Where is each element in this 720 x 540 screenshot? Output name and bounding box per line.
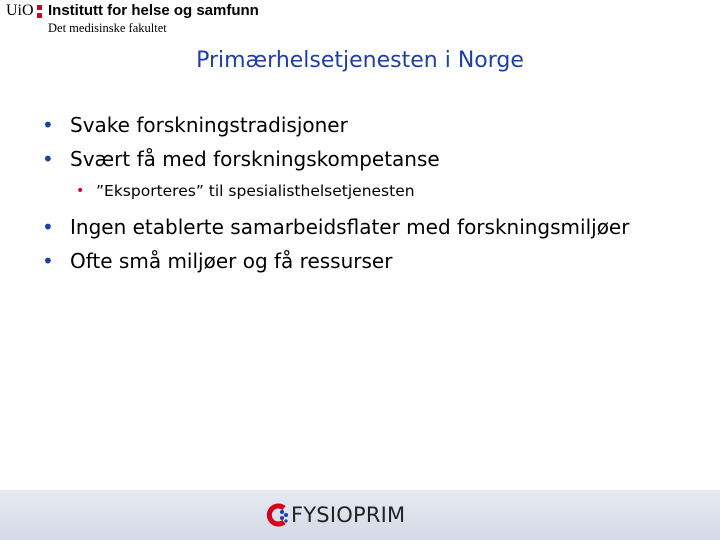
faculty-name: Det medisinske fakultet <box>48 21 167 35</box>
bullet-item <box>42 146 662 172</box>
slide-title: Primærhelsetjenesten i Norge <box>196 48 524 73</box>
bullet-marker: • <box>42 215 54 239</box>
bullet-marker: • <box>42 113 54 137</box>
bullet-item <box>42 248 662 274</box>
sub-bullet-item <box>76 180 662 202</box>
institute-name: Institutt for helse og samfunn <box>48 2 259 19</box>
bullet-text: Ofte små miljøer og få ressurser <box>70 249 393 273</box>
bullet-list <box>42 112 662 282</box>
bullet-text: Ingen etablerte samarbeidsflater med forskningsmiljøer <box>70 215 630 239</box>
fysioprim-logo <box>264 500 405 530</box>
institute-logo <box>6 2 296 38</box>
bullet-item <box>42 214 662 240</box>
fysioprim-logo-text: FYSIOPRIM <box>291 503 406 527</box>
bullet-marker: • <box>42 147 54 171</box>
bullet-marker: • <box>42 249 54 273</box>
sub-bullet-marker: • <box>76 183 85 199</box>
bullet-text: Svake forskningstradisjoner <box>70 113 348 137</box>
bullet-item <box>42 112 662 138</box>
fysioprim-logo-icon <box>264 502 290 528</box>
uio-colon-icon <box>37 5 42 19</box>
uio-mark: UiO <box>6 2 34 19</box>
bullet-text: Svært få med forskningskompetanse <box>70 147 440 171</box>
sub-bullet-text: ”Eksporteres” til spesialisthelsetjenesten <box>96 182 415 200</box>
